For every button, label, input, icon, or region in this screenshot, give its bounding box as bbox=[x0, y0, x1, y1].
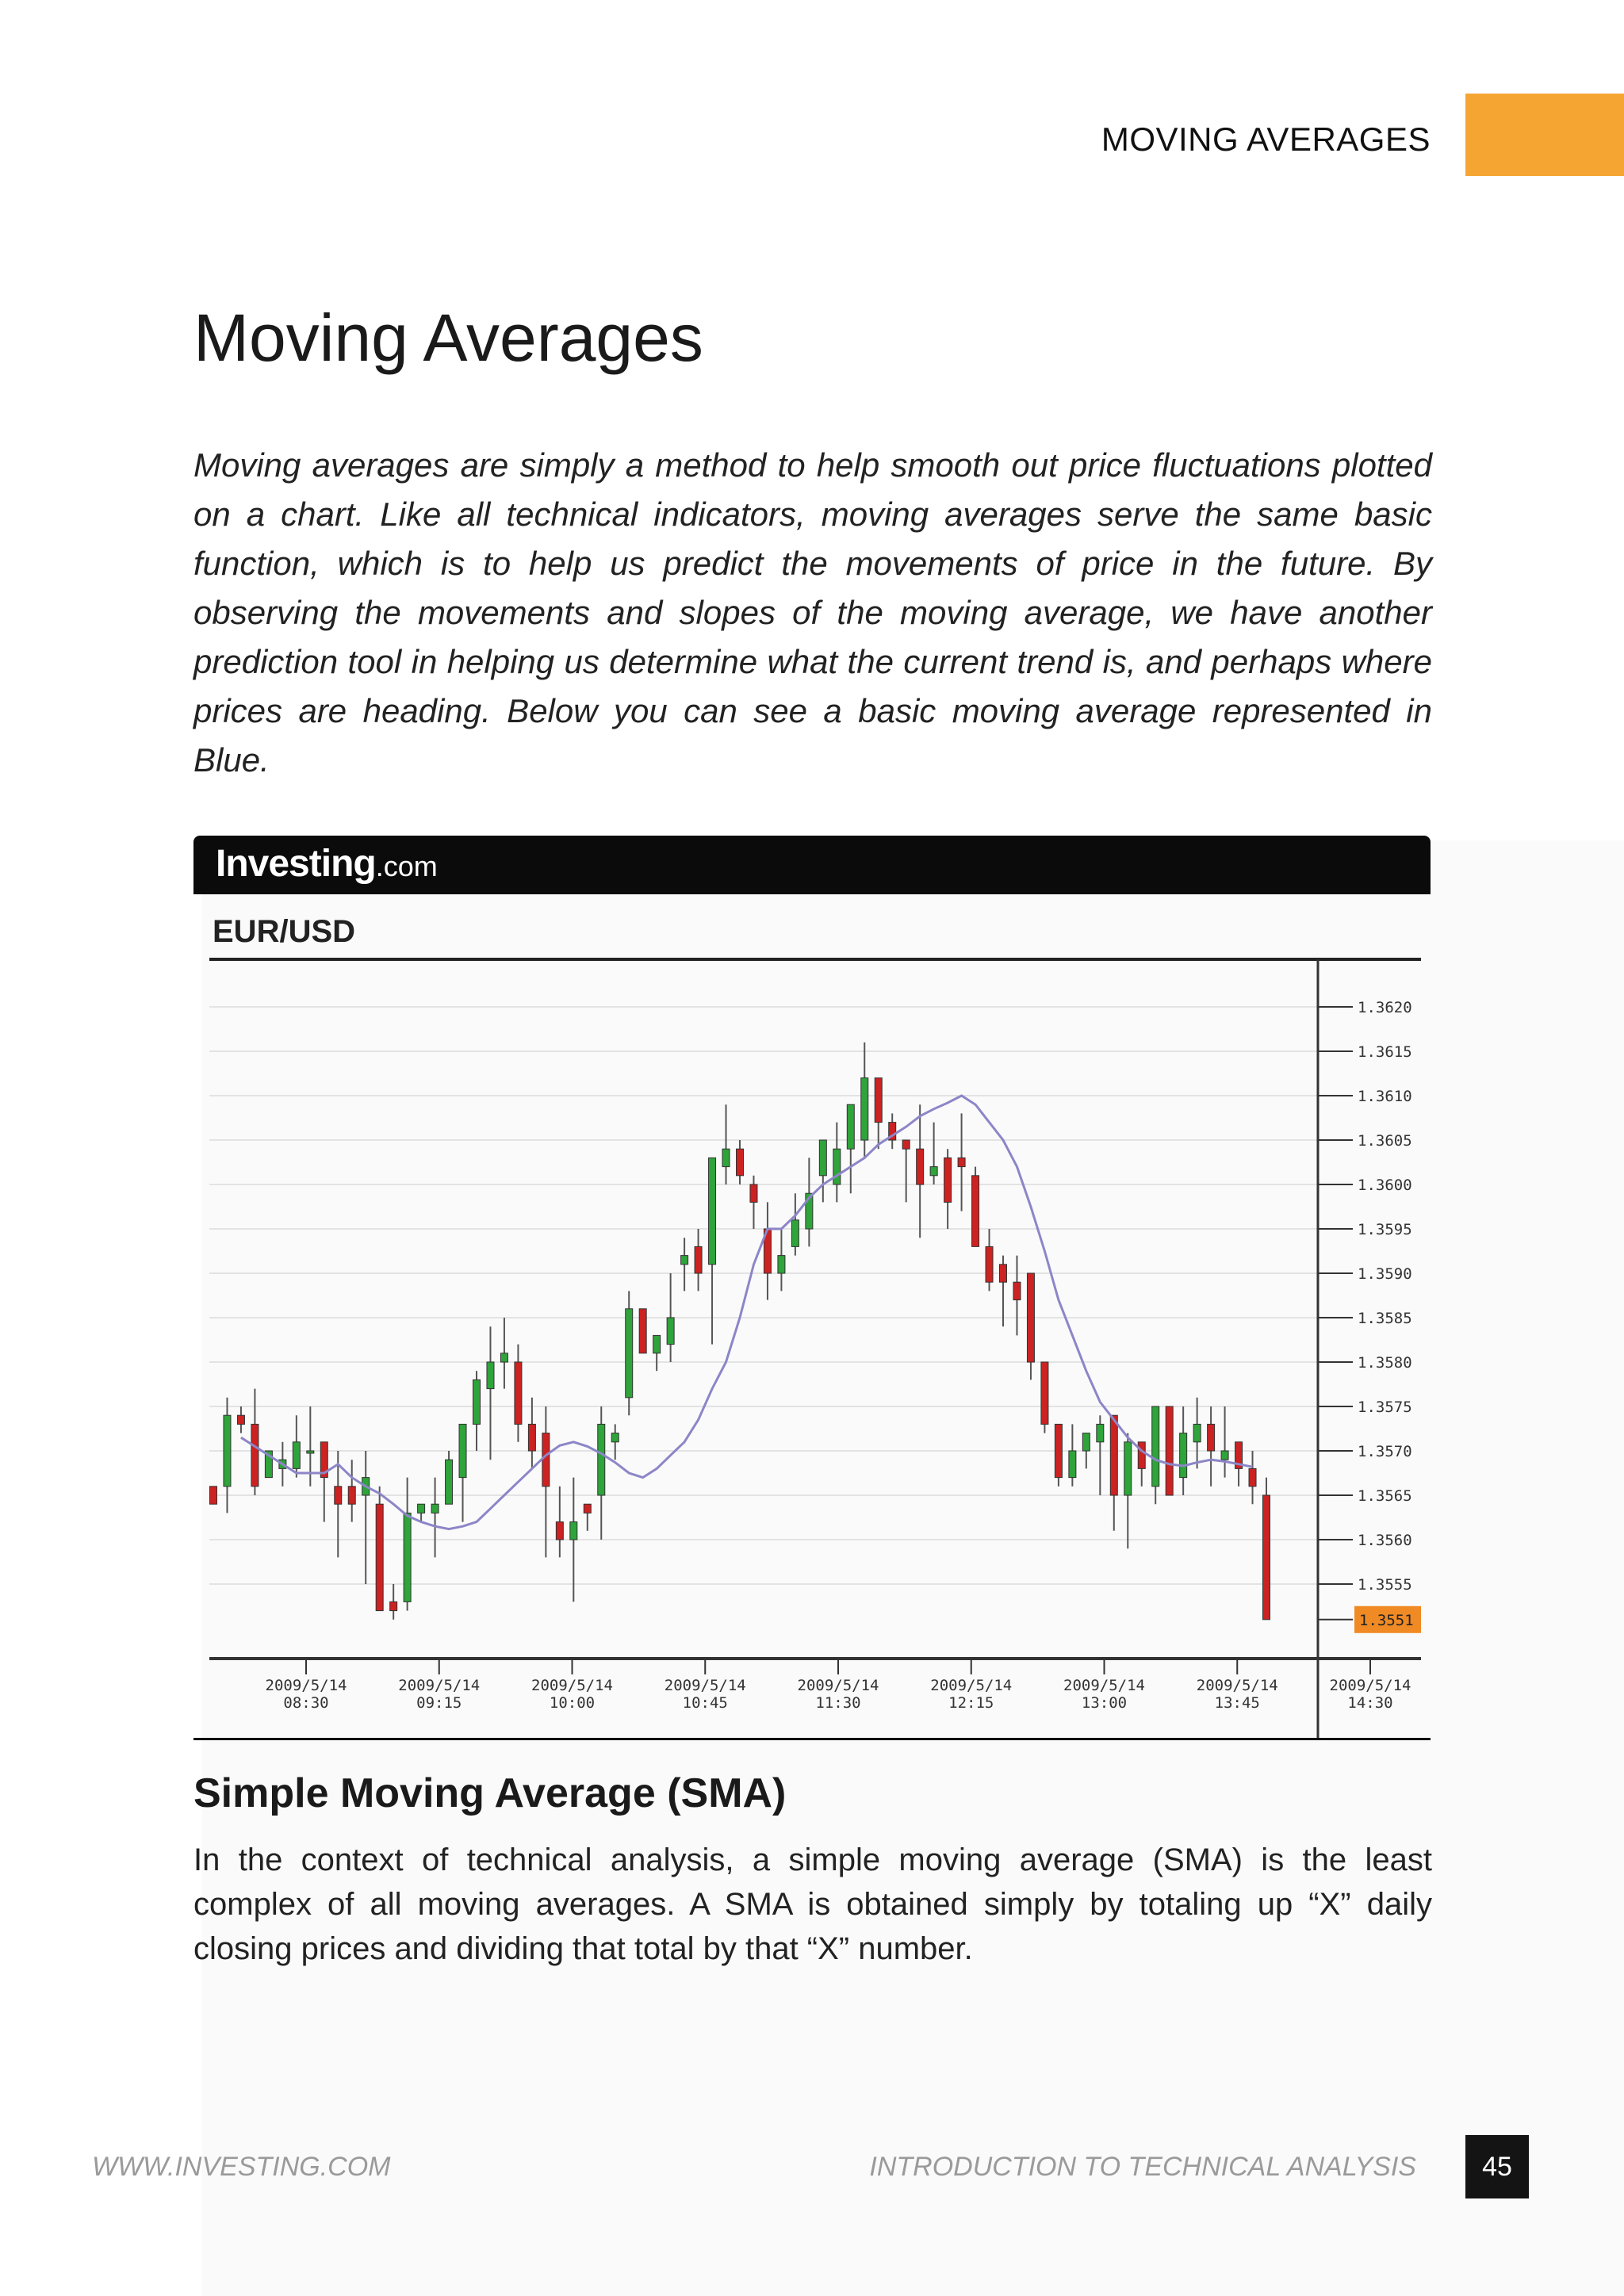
candle-body bbox=[667, 1318, 674, 1345]
y-tick-label: 1.3585 bbox=[1358, 1310, 1412, 1327]
page-number: 45 bbox=[1465, 2135, 1529, 2198]
chart-figure bbox=[193, 836, 1431, 1741]
candle-body bbox=[1193, 1424, 1201, 1441]
candle-body bbox=[446, 1460, 453, 1504]
candle-body bbox=[1166, 1406, 1173, 1495]
candle-body bbox=[1249, 1468, 1256, 1486]
candle-body bbox=[1000, 1265, 1007, 1282]
candle-body bbox=[986, 1246, 993, 1282]
candle-body bbox=[1041, 1362, 1048, 1424]
footer-website: WWW.INVESTING.COM bbox=[92, 2152, 391, 2182]
candle-body bbox=[376, 1504, 383, 1610]
intro-paragraph: Moving averages are simply a method to help smooth out price fluctuations plotted on a chart. Like all technical indicators, moving averages serve the same basic function, which is to help us predict the movements of price in the future. By observing the movements and slopes of the moving average, we have another prediction tool in helping us determine what the current trend is, and perhaps where prices are heading. Below you can see a basic moving average represented in Blue. bbox=[193, 446, 1432, 779]
candle-body bbox=[431, 1504, 439, 1513]
candle-body bbox=[778, 1256, 785, 1273]
chart-bottom-rule bbox=[193, 1738, 1431, 1740]
candle-body bbox=[1082, 1433, 1090, 1451]
candle-body bbox=[639, 1309, 646, 1353]
x-tick-date: 2009/5/14 bbox=[664, 1677, 746, 1694]
candle-body bbox=[930, 1167, 937, 1176]
chart-title: EUR/USD bbox=[213, 914, 356, 949]
y-tick-label: 1.3555 bbox=[1358, 1576, 1412, 1594]
x-tick-time: 10:45 bbox=[682, 1694, 728, 1712]
candle-body bbox=[542, 1433, 550, 1487]
candle-body bbox=[473, 1380, 481, 1424]
candle-body bbox=[515, 1362, 522, 1424]
y-tick-label: 1.3580 bbox=[1358, 1354, 1412, 1372]
logo-suffix: .com bbox=[375, 850, 438, 882]
section-heading-sma: Simple Moving Average (SMA) bbox=[193, 1770, 787, 1816]
candle-body bbox=[1208, 1424, 1215, 1451]
page-title: Moving Averages bbox=[193, 300, 703, 375]
x-tick-time: 12:15 bbox=[948, 1694, 994, 1712]
candle-body bbox=[1097, 1424, 1104, 1441]
x-tick-date: 2009/5/14 bbox=[930, 1677, 1013, 1694]
y-tick-label: 1.3570 bbox=[1358, 1443, 1412, 1460]
candle-body bbox=[584, 1504, 591, 1513]
x-tick-date: 2009/5/14 bbox=[265, 1677, 347, 1694]
x-tick-time: 14:30 bbox=[1347, 1694, 1393, 1712]
candle-body bbox=[958, 1158, 965, 1166]
candle-body bbox=[917, 1149, 924, 1184]
candle-body bbox=[390, 1601, 397, 1610]
x-tick-time: 13:00 bbox=[1081, 1694, 1128, 1712]
logo-wordmark: Investing bbox=[216, 843, 376, 885]
candle-body bbox=[348, 1487, 355, 1504]
candle-body bbox=[598, 1424, 605, 1495]
candlestick-chart bbox=[193, 894, 1431, 1739]
candle-body bbox=[1027, 1273, 1034, 1362]
candle-body bbox=[722, 1149, 730, 1166]
candle-body bbox=[418, 1504, 425, 1513]
x-tick-time: 10:00 bbox=[549, 1694, 596, 1712]
y-tick-label: 1.3600 bbox=[1358, 1177, 1412, 1194]
candle-body bbox=[404, 1513, 411, 1601]
y-tick-label: 1.3615 bbox=[1358, 1043, 1412, 1061]
candle-body bbox=[695, 1246, 702, 1273]
candle-body bbox=[626, 1309, 633, 1398]
candle-body bbox=[1138, 1442, 1145, 1469]
y-tick-label: 1.3605 bbox=[1358, 1132, 1412, 1150]
candle-body bbox=[611, 1433, 619, 1442]
y-tick-label: 1.3575 bbox=[1358, 1399, 1412, 1416]
candle-body bbox=[737, 1149, 744, 1176]
candle-body bbox=[224, 1415, 231, 1487]
candle-body bbox=[1069, 1451, 1076, 1478]
y-tick-label: 1.3620 bbox=[1358, 999, 1412, 1016]
chart-brand-bar bbox=[193, 836, 1431, 894]
candle-body bbox=[681, 1256, 688, 1265]
x-tick-date: 2009/5/14 bbox=[398, 1677, 481, 1694]
candle-body bbox=[1055, 1424, 1062, 1477]
candle-body bbox=[459, 1424, 466, 1477]
x-tick-time: 09:15 bbox=[416, 1694, 462, 1712]
y-tick-label: 1.3565 bbox=[1358, 1487, 1412, 1505]
y-tick-label: 1.3590 bbox=[1358, 1265, 1412, 1283]
candle-body bbox=[709, 1158, 716, 1264]
footer-book-title: INTRODUCTION TO TECHNICAL ANALYSIS bbox=[869, 2152, 1416, 2182]
y-tick-label: 1.3610 bbox=[1358, 1088, 1412, 1105]
candle-body bbox=[944, 1158, 952, 1202]
x-tick-date: 2009/5/14 bbox=[1063, 1677, 1145, 1694]
candle-body bbox=[750, 1184, 757, 1202]
candle-body bbox=[556, 1522, 563, 1540]
candle-body bbox=[1263, 1495, 1270, 1620]
y-tick-label: 1.3560 bbox=[1358, 1532, 1412, 1549]
x-tick-time: 08:30 bbox=[283, 1694, 329, 1712]
candle-body bbox=[1013, 1282, 1021, 1299]
candle-body bbox=[972, 1176, 979, 1247]
candle-body bbox=[487, 1362, 494, 1389]
section-header: MOVING AVERAGES bbox=[1101, 121, 1431, 158]
candle-body bbox=[1152, 1406, 1159, 1487]
candle-body bbox=[902, 1140, 910, 1149]
candle-body bbox=[293, 1442, 300, 1469]
candle-body bbox=[819, 1140, 826, 1176]
x-tick-date: 2009/5/14 bbox=[531, 1677, 613, 1694]
y-tick-label: 1.3595 bbox=[1358, 1221, 1412, 1238]
last-price-label: 1.3551 bbox=[1359, 1611, 1414, 1629]
candle-body bbox=[1221, 1451, 1228, 1460]
investing-logo bbox=[216, 842, 438, 886]
candle-body bbox=[791, 1220, 799, 1247]
candle-body bbox=[528, 1424, 535, 1451]
candle-body bbox=[335, 1487, 342, 1504]
x-tick-date: 2009/5/14 bbox=[1329, 1677, 1411, 1694]
x-tick-date: 2009/5/14 bbox=[1196, 1677, 1278, 1694]
x-tick-time: 11:30 bbox=[815, 1694, 861, 1712]
candle-body bbox=[861, 1078, 868, 1140]
header-accent-tab bbox=[1465, 94, 1624, 176]
candle-body bbox=[833, 1149, 841, 1184]
candle-body bbox=[500, 1353, 508, 1362]
candle-body bbox=[237, 1415, 244, 1424]
candle-body bbox=[653, 1335, 661, 1353]
candle-body bbox=[1124, 1442, 1132, 1495]
candle-body bbox=[875, 1078, 882, 1123]
sma-paragraph: In the context of technical analysis, a simple moving average (SMA) is the least complex of all moving averages. A SMA is obtained simply by totaling up “X” daily closing prices and dividing that total by that “X” number. bbox=[193, 1843, 1432, 1966]
x-tick-date: 2009/5/14 bbox=[797, 1677, 879, 1694]
candle-body bbox=[847, 1104, 854, 1149]
candle-body bbox=[251, 1424, 259, 1486]
candle-body bbox=[1110, 1415, 1117, 1495]
candle-body bbox=[307, 1451, 314, 1453]
candle-body bbox=[210, 1487, 217, 1504]
x-tick-time: 13:45 bbox=[1214, 1694, 1260, 1712]
candle-body bbox=[1180, 1433, 1187, 1478]
candle-body bbox=[570, 1522, 577, 1540]
